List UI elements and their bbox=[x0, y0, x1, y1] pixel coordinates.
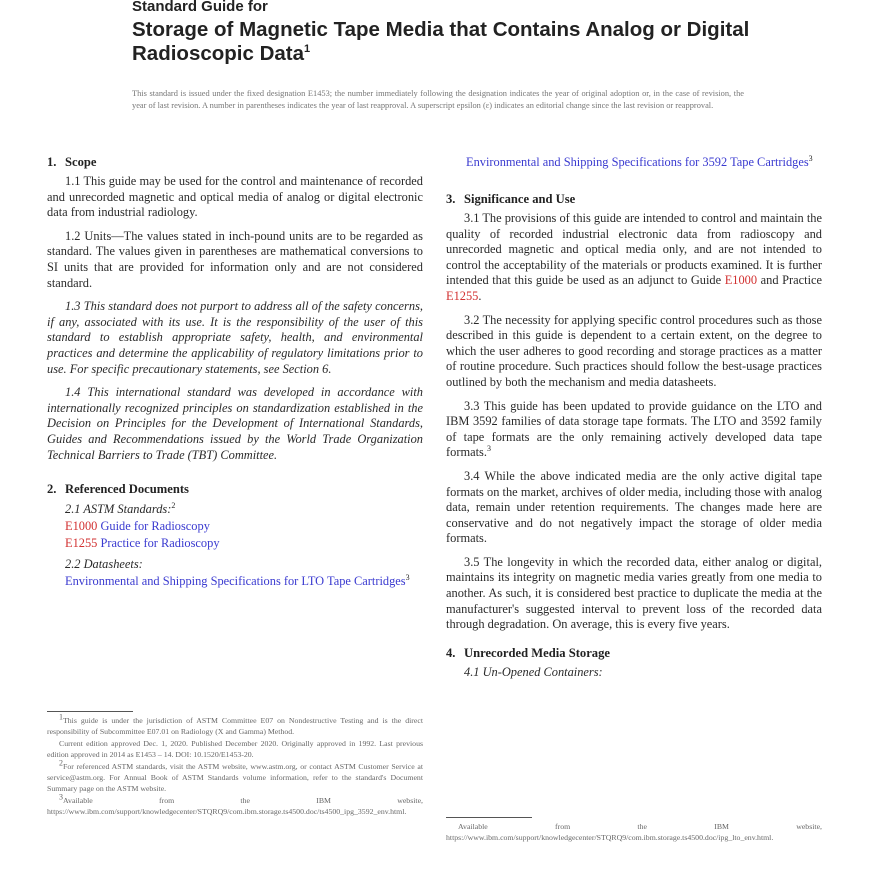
footnote-mark: 3 bbox=[405, 572, 410, 582]
section-title: Significance and Use bbox=[464, 192, 576, 206]
footnote-mark: 3 bbox=[808, 153, 813, 163]
footnote-mark: 2 bbox=[59, 758, 63, 768]
footnote-mark: 2 bbox=[171, 500, 176, 510]
ibm-spec-link[interactable]: Environmental and Shipping Specifications for 3592 Tape Cartridges bbox=[466, 155, 809, 169]
standard-designation-note: This standard is issued under the fixed designation E1453; the number immediately following the designation indicates the year of original adoption or, in the case of revision, the year of last revision. A number in parentheses indicates the year of last reapproval. A superscript epsilon (ε) indicates an editorial change since the last revision or reapproval. bbox=[132, 89, 744, 110]
right-column bbox=[446, 154, 822, 688]
section-scope-heading bbox=[47, 154, 423, 170]
section-number: 2. bbox=[47, 482, 57, 497]
paragraph-1-4: 1.4 This international standard was developed in accordance with internationally recognized principles on standardization established in the Decision on Principles for the Development of International Standards, Guides and Recommendations issued by the World Trade Organization Technical Barriers to Trade (TBT) Committee. bbox=[47, 385, 423, 462]
document-title-text: Storage of Magnetic Tape Media that Contains Analog or Digital Radioscopic Data bbox=[132, 18, 750, 65]
footnote-3-continued: Available from the IBM website, https://www.ibm.com/support/knowledgecenter/STQRQ9/com.ibm.storage.ts4500.doc/ipg_lto_env.html. bbox=[446, 822, 822, 842]
footnote-2 bbox=[47, 758, 423, 794]
lto-spec-link[interactable]: Environmental and Shipping Specifications for LTO Tape Cartridges bbox=[65, 574, 406, 589]
paragraph-3-3 bbox=[446, 399, 822, 461]
section-number: 3. bbox=[446, 192, 456, 206]
paragraph-text: 3.3 This guide has been updated to provide guidance on the LTO and IBM 3592 families of data storage tape formats. The LTO and 3592 family of tape formats are the only remaining actively developed data tape formats. bbox=[446, 398, 822, 460]
section-title: Referenced Documents bbox=[65, 482, 189, 497]
paragraph-3-2: 3.2 The necessity for applying specific control procedures such as those described in this guide is dependent to a certain extent, on the degree to which the user adheres to good recording and storage practices as a matter of routine procedure. Such practices should follow the best-usage practices outlined by both the mechanism and media datasheets. bbox=[446, 312, 822, 389]
datasheets-label bbox=[47, 556, 423, 573]
footnote-1 bbox=[47, 712, 423, 737]
paragraph-text: 3.1 The provisions of this guide are intended to control and maintain the quality of recorded industrial electronic data from radioscopy and unrecorded magnetic and optical media only, and are not intended to control the acceptability of the materials or products examined. It is further intended that this guide be used as an adjunct to Guide bbox=[446, 211, 822, 288]
datasheets-text: 2.2 Datasheets: bbox=[65, 557, 143, 572]
paragraph-text: . bbox=[478, 288, 482, 303]
reference-e1000[interactable] bbox=[47, 518, 423, 535]
footnote-mark: 1 bbox=[59, 712, 63, 722]
section-significance-heading bbox=[446, 191, 822, 207]
section-number: 4. bbox=[446, 645, 456, 660]
reference-e1255[interactable] bbox=[47, 535, 423, 552]
footnote-divider bbox=[446, 817, 532, 818]
reference-3592-spec[interactable] bbox=[446, 154, 822, 171]
reference-code[interactable]: E1000 bbox=[65, 519, 98, 534]
reference-lto-spec[interactable] bbox=[47, 573, 423, 590]
document-title bbox=[132, 18, 782, 66]
paragraph-text: and Practice bbox=[760, 273, 823, 288]
right-footnotes bbox=[446, 822, 822, 845]
left-footnotes bbox=[47, 712, 423, 819]
title-footnote-mark: 1 bbox=[304, 43, 311, 56]
astm-standards-label bbox=[47, 501, 423, 518]
paragraph-1-3: 1.3 This standard does not purport to address all of the safety concerns, if any, associated with its use. It is the responsibility of the user of this standard to establish appropriate safety, health, and environmental practices and determine the applicability of regulatory limitations prior to use. For specific precautionary statements, see Section 6. bbox=[47, 299, 423, 376]
section-title: Scope bbox=[65, 155, 97, 169]
footnote-text: This guide is under the jurisdiction of ASTM Committee E07 on Nondestructive Testing and is the direct responsibility of Subcommittee E07.01 on Radiology (X and Gamma) Method. bbox=[47, 716, 423, 736]
footnote-text: Available from the IBM website, https://www.ibm.com/support/knowledgecenter/STQRQ9/com.ibm.storage.ts4500.doc/ts4500_ipg_3592_env.html. bbox=[47, 796, 423, 816]
section-title: Unrecorded Media Storage bbox=[464, 645, 610, 660]
footnote-edition: Current edition approved Dec. 1, 2020. Published December 2020. Originally approved in 1992. Last previous edition approved in 2014 as E1453 – 14. DOI: 10.1520/E1453-20. bbox=[47, 739, 423, 759]
reference-title-link[interactable]: Practice for Radioscopy bbox=[100, 536, 220, 551]
paragraph-1-2: 1.2 Units—The values stated in inch-pound units are to be regarded as standard. The values given in parentheses are mathematical conversions to SI units that are provided for information only and are not considered standard. bbox=[47, 228, 423, 290]
section-number: 1. bbox=[47, 155, 57, 169]
reference-code[interactable]: E1255 bbox=[65, 536, 98, 551]
astm-standards-text: 2.1 ASTM Standards: bbox=[65, 502, 172, 517]
standard-guide-label: Standard Guide for bbox=[132, 0, 268, 15]
paragraph-3-1 bbox=[446, 211, 822, 305]
paragraph-1-1: 1.1 This guide may be used for the control and maintenance of recorded and unrecorded magnetic and optical media of analog or digital electronic data from industrial radiology. bbox=[47, 174, 423, 220]
footnote-mark: 3 bbox=[486, 444, 491, 454]
reference-link-e1000[interactable]: E1000 bbox=[724, 273, 758, 288]
paragraph-4-1: 4.1 Un-Opened Containers: bbox=[464, 664, 603, 679]
section-unrecorded-heading bbox=[446, 645, 822, 661]
footnote-3 bbox=[47, 792, 423, 817]
footnote-text: For referenced ASTM standards, visit the ASTM website, www.astm.org, or contact ASTM Customer Service at service@astm.org. For Annual Book of ASTM Standards volume information, refer to the standard's Document Summary page on the ASTM website. bbox=[47, 762, 423, 793]
reference-link-e1255[interactable]: E1255 bbox=[446, 288, 479, 303]
left-column bbox=[47, 154, 423, 590]
footnote-mark: 3 bbox=[59, 792, 63, 802]
reference-title-link[interactable]: Guide for Radioscopy bbox=[100, 519, 210, 534]
section-referenced-heading bbox=[47, 481, 423, 497]
paragraph-3-4: 3.4 While the above indicated media are the only active digital tape formats on the market, archives of older media, including those with analog data, remain under retention requirements. The changes made here are conservative and do not negatively impact the storage of older media formats. bbox=[446, 468, 822, 546]
paragraph-3-5: 3.5 The longevity in which the recorded data, either analog or digital, maintains its integrity on magnetic media varies greatly from one media to another. As such, it is considered best practice to duplicate the media at the manufacturer's suggested interval to prevent loss of the recorded data through degradation. On average, this is every five years. bbox=[446, 554, 822, 632]
